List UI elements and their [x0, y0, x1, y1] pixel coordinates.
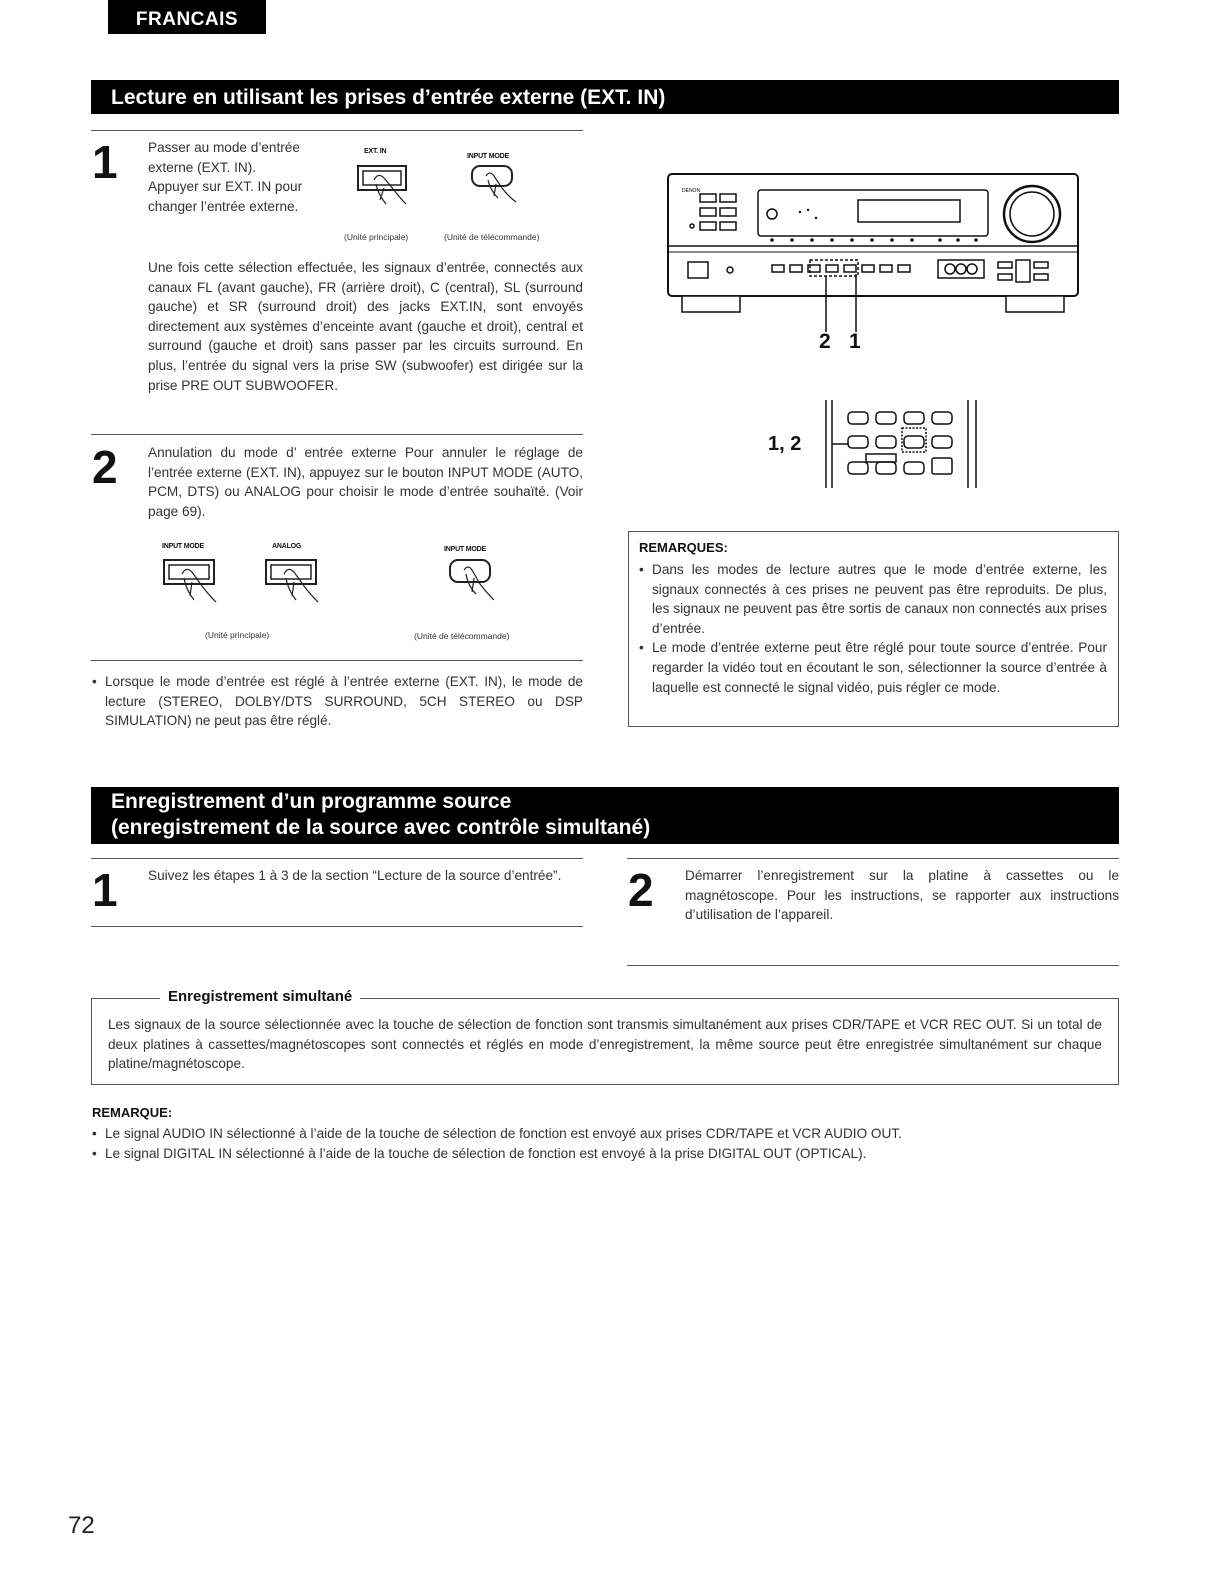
step1-intro: Passer au mode d’entrée externe (EXT. IN). Appuyer sur EXT. IN pour changer l’entrée externe. — [148, 140, 303, 214]
ext-in-button-illustration — [354, 158, 434, 216]
divider — [91, 858, 583, 859]
input-mode-remote-button-illustration — [442, 556, 522, 620]
list-item: • Le signal DIGITAL IN sélectionné à l’aide de la touche de sélection de fonction est envoyé à la prise DIGITAL OUT (OPTICAL). — [92, 1144, 1120, 1164]
remarques-title: REMARQUES: — [639, 540, 728, 555]
ext-in-label: EXT. IN — [364, 148, 387, 155]
caption-main-unit: (Unité principale) — [205, 630, 270, 640]
remarque-list — [92, 1124, 1120, 1163]
simultaneous-recording-box — [91, 998, 1119, 1085]
divider — [627, 858, 1119, 859]
divider — [627, 965, 1119, 966]
receiver-front-panel-illustration — [660, 170, 1085, 360]
remote-control-illustration — [820, 398, 980, 490]
receiver-callout-1: 1 — [849, 330, 861, 353]
list-item: • Dans les modes de lecture autres que le mode d’entrée externe, les signaux connectés à ces prises ne peuvent pas être reproduits. De plus, les signaux ne peuvent pas être sortis de canaux non connectés aux prises d’entrée. — [639, 560, 1107, 638]
input-mode-remote-label: INPUT MODE — [444, 546, 486, 553]
step1-paragraph: Une fois cette sélection effectuée, les signaux d’entrée, connectés aux canaux FL (avant gauche), FR (arrière droit), C (central), SL (surround gauche) et SR (surround droit) des jacks EXT.IN, sont envoyés directement aux systèmes d’enceinte avant (gauche et droit), central et surround (gauche et droit) sans passer par les circuits surround. En plus, l’entrée du signal vers la prise SW (subwoofer) est dirigée sur la prise PRE OUT SUBWOOFER. — [148, 260, 583, 393]
step-number: 2 — [628, 864, 654, 916]
list-item: • Le mode d’entrée externe peut être réglé pour toute source d’entrée. Pour regarder la vidéo tout en écoutant le son, sélectionner la source d’entrée à laquelle est connecté le signal vidéo, puis régler ce mode. — [639, 638, 1107, 697]
simultaneous-recording-title: Enregistrement simultané — [160, 988, 360, 1005]
remarque-title: REMARQUE: — [92, 1105, 173, 1120]
input-mode-remote-button-illustration — [464, 162, 544, 214]
simultaneous-recording-text: Les signaux de la source sélectionnée avec la touche de sélection de fonction sont transmis simultanément aux prises CDR/TAPE et VCR REC OUT. Si un total de deux platines à cassettes/magnétoscopes sont connectés et réglés en mode d’enregistrement, la même source peut être enregistrée simultanément sur chaque platine/magnétoscope. — [108, 1017, 1102, 1072]
step-number: 1 — [92, 864, 118, 916]
step-number: 1 — [92, 136, 118, 188]
language-tab: FRANCAIS — [108, 0, 266, 34]
section-title-ext-in: Lecture en utilisant les prises d’entrée externe (EXT. IN) — [91, 80, 1119, 114]
step-number: 2 — [92, 441, 118, 493]
ext-in-note: • Lorsque le mode d’entrée est réglé à l’entrée externe (EXT. IN), le mode de lecture (STEREO, DOLBY/DTS SURROUND, 5CH STEREO ou DSP SIMULATION) ne peut pas être réglé. — [92, 672, 583, 731]
caption-remote-unit: (Unité de télécommande) — [444, 232, 540, 242]
divider — [91, 434, 583, 435]
step2-text: Annulation du mode d’ entrée externe Pour annuler le réglage de l’entrée externe (EXT. IN), appuyez sur le bouton INPUT MODE (AUTO, PCM, DTS) ou ANALOG pour choisir le mode d’entrée souhaïté. (Voir page 69). — [148, 445, 583, 519]
input-mode-label: INPUT MODE — [467, 153, 509, 160]
divider — [91, 660, 583, 661]
input-mode-button-illustration — [160, 556, 240, 620]
analog-button-illustration — [262, 556, 346, 620]
divider — [91, 130, 583, 131]
list-item: • Le signal AUDIO IN sélectionné à l’aide de la touche de sélection de fonction est envoyé aux prises CDR/TAPE et VCR AUDIO OUT. — [92, 1124, 1120, 1144]
section-title-recording: Enregistrement d’un programme source (enregistrement de la source avec contrôle simultané) — [91, 787, 1119, 844]
page-number: 72 — [68, 1512, 95, 1539]
analog-label: ANALOG — [272, 543, 302, 550]
remote-callout: 1, 2 — [768, 433, 802, 455]
caption-remote-unit: (Unité de télécommande) — [414, 631, 510, 641]
section2-step2-text: Démarrer l’enregistrement sur la platine à cassettes ou le magnétoscope. Pour les instructions, se rapporter aux instructions d’utilisation de l’appareil. — [685, 868, 1119, 923]
caption-main-unit: (Unité principale) — [344, 232, 409, 242]
remarques-box — [628, 531, 1119, 727]
section2-step1-text: Suivez les étapes 1 à 3 de la section “Lecture de la source d’entrée”. — [148, 868, 562, 883]
remarques-list — [639, 560, 1107, 697]
receiver-callout-2: 2 — [819, 330, 831, 353]
input-mode-label: INPUT MODE — [162, 543, 204, 550]
receiver-brand: DENON — [682, 188, 701, 194]
divider — [91, 926, 583, 927]
